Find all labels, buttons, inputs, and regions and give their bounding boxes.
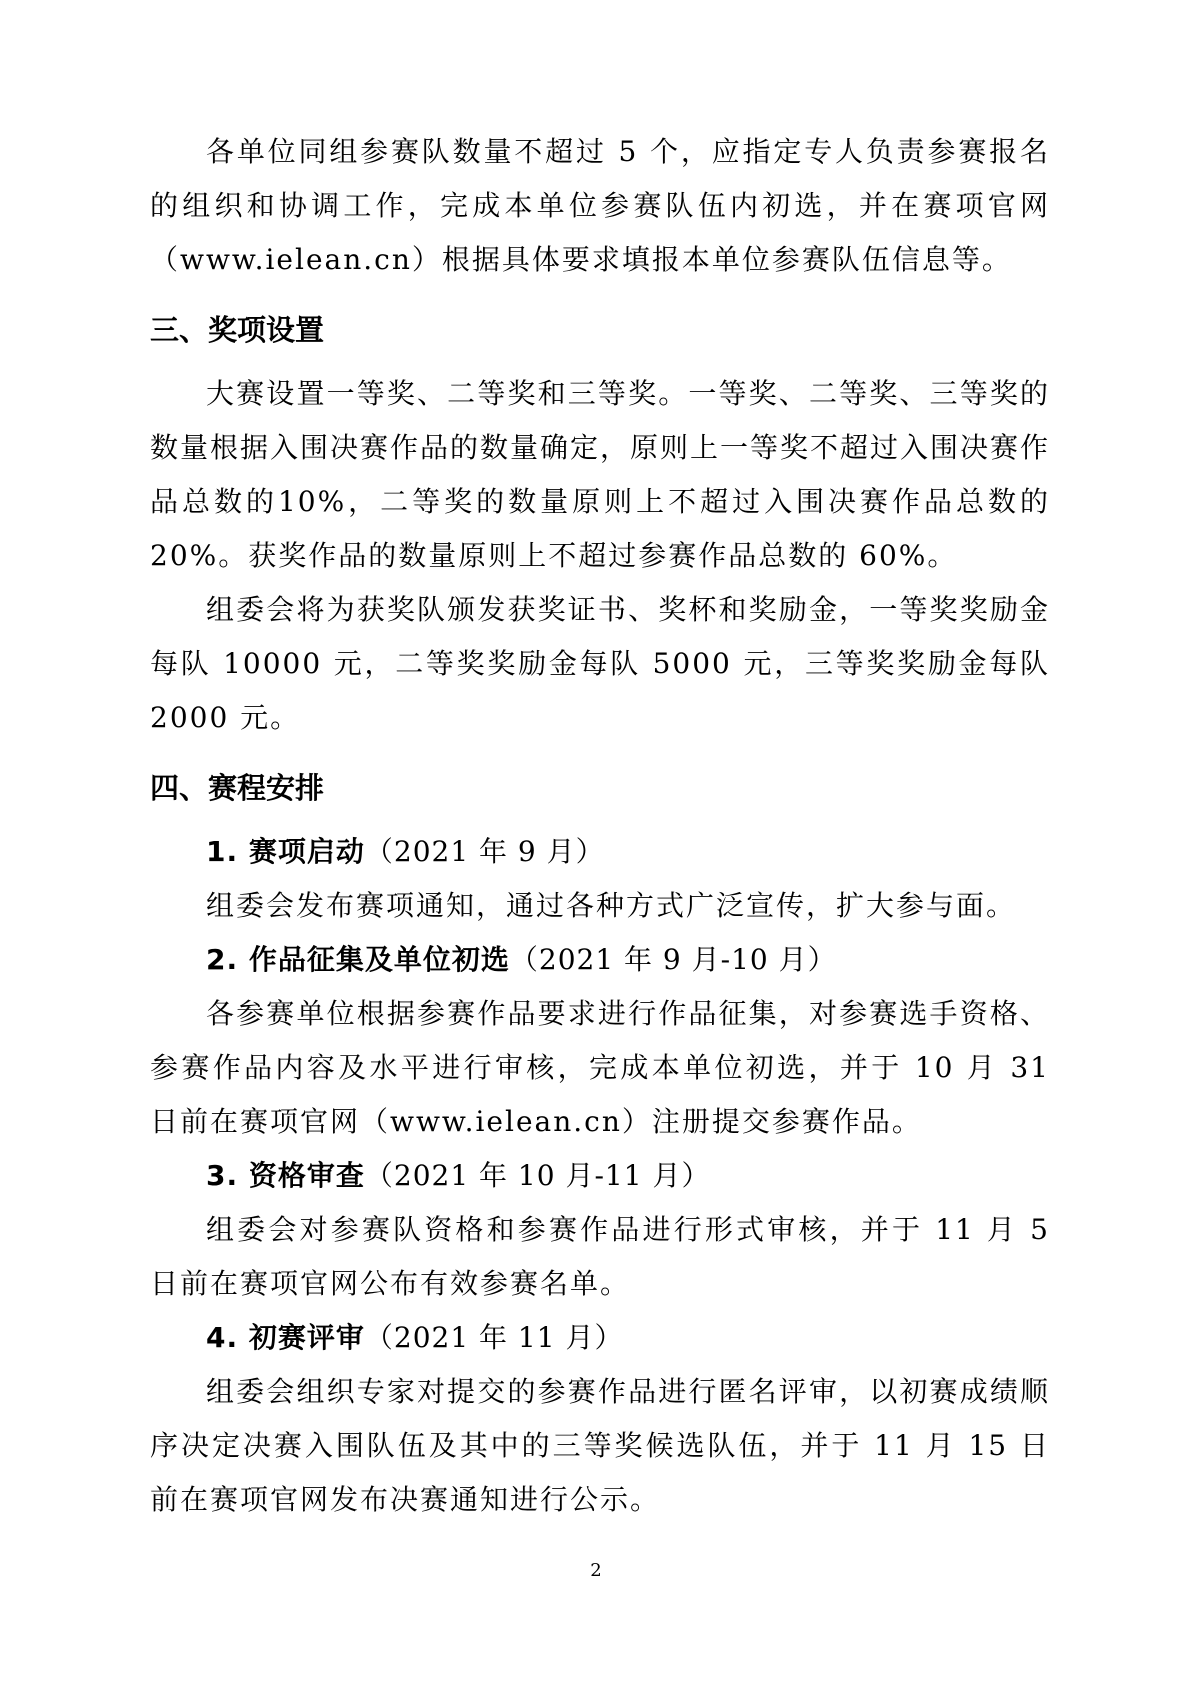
schedule-subheading-date: （2021 年 9 月-10 月） xyxy=(509,943,837,976)
schedule-subheading-date: （2021 年 9 月） xyxy=(364,835,605,868)
awards-paragraph-1: 大赛设置一等奖、二等奖和三等奖。一等奖、二等奖、三等奖的数量根据入围决赛作品的数量确定，原则上一等奖不超过入围决赛作品总数的10%，二等奖的数量原则上不超过入围决赛作品总数的 20%。获奖作品的数量原则上不超过参赛作品总数的 60%。 xyxy=(150,377,1051,572)
schedule-subheading-3 xyxy=(150,1149,1050,1203)
schedule-paragraph-2: 各参赛单位根据参赛作品要求进行作品征集，对参赛选手资格、参赛作品内容及水平进行审核，完成本单位初选，并于 10 月 31 日前在赛项官网（www.ielean.cn）注册提交参赛作品。 xyxy=(150,997,1050,1138)
schedule-subheading-2 xyxy=(150,933,1050,987)
schedule-paragraph-3: 组委会对参赛队资格和参赛作品进行形式审核，并于 11 月 5 日前在赛项官网公布有效参赛名单。 xyxy=(150,1213,1050,1300)
schedule-subheading-1 xyxy=(150,825,1050,879)
schedule-subheading-date: （2021 年 11 月） xyxy=(364,1321,624,1354)
schedule-subheading-label: 2. 作品征集及单位初选 xyxy=(206,943,510,976)
awards-paragraph-2: 组委会将为获奖队颁发获奖证书、奖杯和奖励金，一等奖奖励金每队 10000 元，二等奖奖励金每队 5000 元，三等奖奖励金每队 2000 元。 xyxy=(150,593,1050,734)
schedule-paragraph-4: 组委会组织专家对提交的参赛作品进行匿名评审，以初赛成绩顺序决定决赛入围队伍及其中的三等奖候选队伍，并于 11 月 15 日前在赛项官网发布决赛通知进行公示。 xyxy=(150,1375,1050,1516)
page-number: 2 xyxy=(590,1560,602,1581)
schedule-subheading-4 xyxy=(150,1311,1050,1365)
schedule-subheading-date: （2021 年 10 月-11 月） xyxy=(364,1159,711,1192)
schedule-paragraph-1: 组委会发布赛项通知，通过各种方式广泛宣传，扩大参与面。 xyxy=(206,889,1017,922)
section-heading-awards: 三、奖项设置 xyxy=(150,313,325,347)
section-heading-schedule: 四、赛程安排 xyxy=(150,771,325,805)
schedule-subheading-label: 3. 资格审查 xyxy=(206,1159,365,1192)
schedule-subheading-label: 1. 赛项启动 xyxy=(206,835,365,868)
intro-paragraph: 各单位同组参赛队数量不超过 5 个，应指定专人负责参赛报名的组织和协调工作，完成本单位参赛队伍内初选，并在赛项官网（www.ielean.cn）根据具体要求填报本单位参赛队伍信息等。 xyxy=(150,135,1050,276)
schedule-subheading-label: 4. 初赛评审 xyxy=(206,1321,365,1354)
document-page xyxy=(150,125,1050,1527)
